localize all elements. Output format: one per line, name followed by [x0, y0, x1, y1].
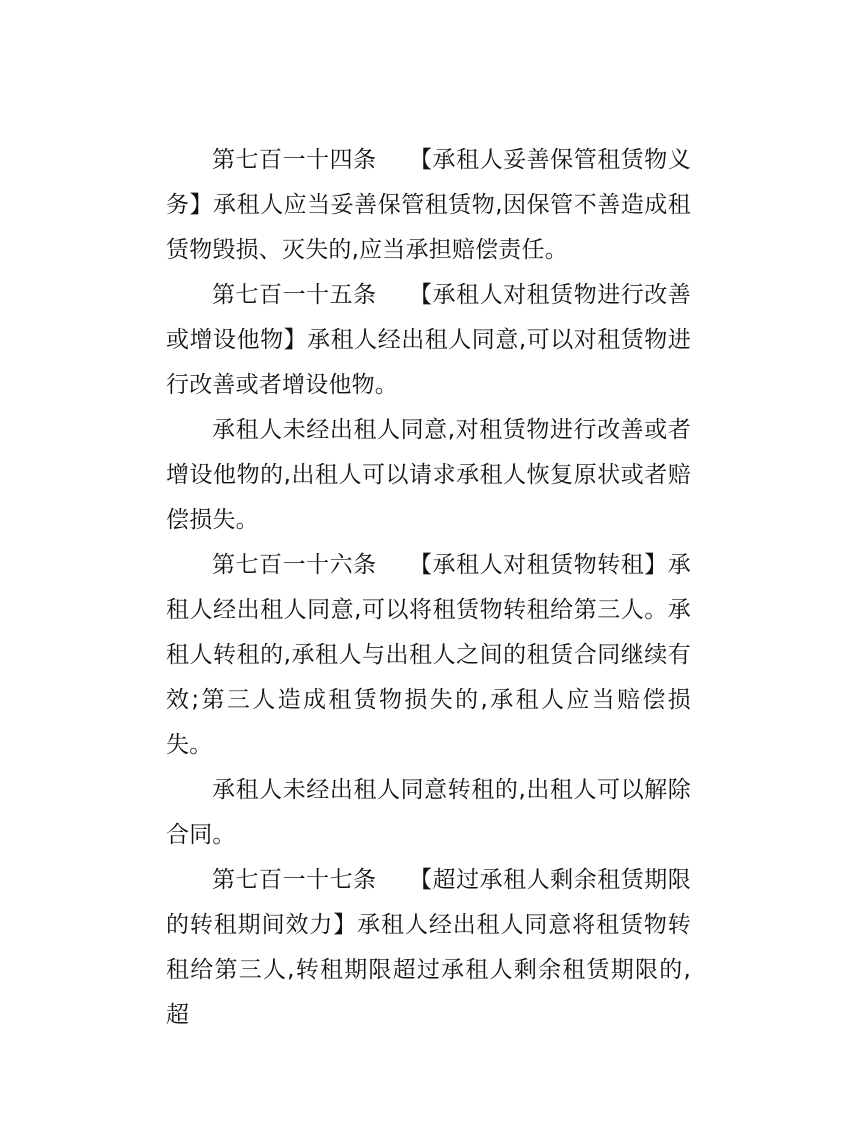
article-715 — [166, 273, 691, 408]
document-body — [166, 138, 691, 1038]
article-title: 【超过承租人剩余租赁期限的转租期间效力】 — [166, 867, 691, 938]
article-number: 第七百一十七条 — [212, 867, 377, 893]
article-715-paragraph-2: 承租人未经出租人同意,对租赁物进行改善或者增设他物的,出租人可以请求承租人恢复原状或者赔偿损失。 — [166, 417, 691, 533]
article-716 — [166, 543, 691, 768]
article-text: 承租人经出租人同意,可以将租赁物转租给第三人。承租人转租的,承租人与出租人之间的租赁合同继续有效;第三人造成租赁物损失的,承租人应当赔偿损失。 — [166, 552, 691, 758]
article-text: 承租人经出租人同意将租赁物转租给第三人,转租期限超过承租人剩余租赁期限的,超 — [166, 912, 691, 1028]
article-716-paragraph-2: 承租人未经出租人同意转租的,出租人可以解除合同。 — [166, 777, 691, 848]
article-717 — [166, 858, 691, 1038]
article-title: 【承租人妥善保管租赁物义务】 — [166, 147, 691, 218]
article-714 — [166, 138, 691, 273]
article-title: 【承租人对租赁物进行改善或增设他物】 — [166, 282, 691, 353]
article-title: 【承租人对租赁物转租】 — [408, 552, 668, 578]
article-text: 承租人应当妥善保管租赁物,因保管不善造成租赁物毁损、灭失的,应当承担赔偿责任。 — [166, 192, 691, 263]
article-number: 第七百一十六条 — [212, 552, 377, 578]
article-number: 第七百一十四条 — [212, 147, 377, 173]
article-number: 第七百一十五条 — [212, 282, 377, 308]
article-text: 承租人经出租人同意,可以对租赁物进行改善或者增设他物。 — [166, 327, 691, 398]
